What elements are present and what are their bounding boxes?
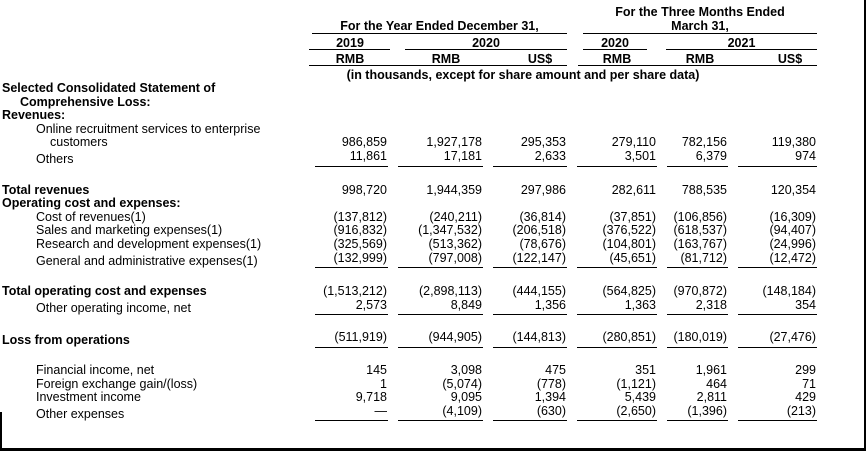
value-cell bbox=[305, 285, 388, 299]
value-cell bbox=[305, 252, 388, 269]
value-cell bbox=[483, 211, 567, 225]
value-cell bbox=[657, 224, 728, 238]
row-label: Revenues: bbox=[2, 109, 66, 123]
value-cell bbox=[305, 96, 388, 110]
value-cell bbox=[657, 331, 728, 348]
value-text: (2,898,113) bbox=[418, 284, 482, 299]
row-right-margin bbox=[817, 331, 866, 348]
year-2020q1-underline bbox=[583, 49, 647, 50]
value-cell bbox=[657, 378, 728, 392]
financial-table bbox=[0, 82, 866, 421]
value-cell bbox=[483, 331, 567, 348]
table-row bbox=[0, 197, 866, 211]
value-text: (144,813) bbox=[493, 331, 567, 348]
value-text: (325,569) bbox=[333, 236, 387, 251]
table-row bbox=[0, 150, 866, 167]
value-text: 351 bbox=[635, 362, 656, 377]
value-cell bbox=[305, 123, 388, 137]
value-text: 998,720 bbox=[341, 182, 387, 197]
table-row bbox=[0, 109, 866, 123]
value-text: — bbox=[315, 405, 388, 422]
value-cell bbox=[388, 285, 483, 299]
value-text: (27,476) bbox=[738, 331, 817, 348]
value-cell bbox=[483, 184, 567, 198]
row-right-margin bbox=[817, 285, 866, 299]
value-cell bbox=[483, 197, 567, 211]
value-cell bbox=[657, 184, 728, 198]
value-text: 1,394 bbox=[534, 390, 566, 405]
value-cell bbox=[728, 299, 817, 316]
value-text: (511,919) bbox=[315, 331, 388, 348]
value-cell bbox=[388, 184, 483, 198]
row-label: Financial income, net bbox=[36, 363, 155, 377]
page-border-left bbox=[0, 412, 2, 451]
value-cell bbox=[483, 299, 567, 316]
row-label: Research and development expenses(1) bbox=[36, 237, 262, 251]
value-text: (1,347,532) bbox=[418, 223, 482, 238]
column-header-year-2020-fy: 2020 bbox=[472, 36, 500, 50]
table-row bbox=[0, 211, 866, 225]
table-row bbox=[0, 123, 866, 137]
value-cell bbox=[657, 252, 728, 269]
value-cell bbox=[483, 109, 567, 123]
value-cell bbox=[728, 197, 817, 211]
value-cell bbox=[567, 364, 657, 378]
value-text: 299 bbox=[795, 362, 816, 377]
column-header-year-2019: 2019 bbox=[336, 36, 364, 50]
value-cell bbox=[567, 184, 657, 198]
row-label: Foreign exchange gain/(loss) bbox=[36, 377, 198, 391]
value-text: 986,859 bbox=[341, 135, 387, 150]
row-label: Others bbox=[36, 151, 74, 166]
value-text: (778) bbox=[536, 376, 566, 391]
value-cell bbox=[657, 123, 728, 137]
value-cell bbox=[567, 331, 657, 348]
table-row bbox=[0, 252, 866, 269]
value-cell bbox=[483, 378, 567, 392]
value-cell bbox=[567, 285, 657, 299]
value-cell bbox=[483, 285, 567, 299]
value-text: (280,851) bbox=[577, 331, 657, 348]
value-text: (94,407) bbox=[769, 223, 816, 238]
value-text: (797,008) bbox=[398, 252, 483, 269]
value-cell bbox=[305, 211, 388, 225]
value-cell bbox=[567, 211, 657, 225]
value-cell bbox=[483, 238, 567, 252]
value-text: (944,905) bbox=[398, 331, 483, 348]
value-text: (81,712) bbox=[667, 252, 728, 269]
table-row bbox=[0, 224, 866, 238]
value-text: 2,633 bbox=[493, 150, 567, 167]
value-cell bbox=[305, 136, 388, 150]
value-cell bbox=[483, 150, 567, 167]
value-cell bbox=[657, 96, 728, 110]
value-cell bbox=[388, 391, 483, 405]
table-row bbox=[0, 238, 866, 252]
value-text: 145 bbox=[366, 362, 387, 377]
row-right-margin bbox=[817, 150, 866, 167]
value-cell bbox=[567, 252, 657, 269]
value-cell bbox=[567, 109, 657, 123]
value-cell bbox=[483, 136, 567, 150]
value-text: (137,812) bbox=[333, 209, 387, 224]
value-cell bbox=[728, 405, 817, 422]
value-text: 297,986 bbox=[520, 182, 566, 197]
value-cell bbox=[483, 123, 567, 137]
value-text: 8,849 bbox=[398, 299, 483, 316]
value-text: 9,718 bbox=[355, 390, 387, 405]
row-label: Operating cost and expenses: bbox=[2, 197, 181, 211]
value-cell bbox=[388, 364, 483, 378]
value-text: 11,861 bbox=[315, 150, 388, 167]
value-cell bbox=[305, 82, 388, 96]
value-cell bbox=[388, 238, 483, 252]
units-note: (in thousands, except for share amount and per share data) bbox=[346, 68, 700, 82]
value-cell bbox=[657, 82, 728, 96]
value-text: 120,354 bbox=[770, 182, 816, 197]
value-text: 5,439 bbox=[624, 390, 656, 405]
value-cell bbox=[305, 391, 388, 405]
table-row bbox=[0, 331, 866, 348]
table-row bbox=[0, 96, 866, 110]
row-label: Total operating cost and expenses bbox=[2, 285, 207, 299]
value-cell bbox=[388, 82, 483, 96]
value-text: (78,676) bbox=[519, 236, 566, 251]
value-text: (630) bbox=[493, 405, 567, 422]
value-text: (36,814) bbox=[519, 209, 566, 224]
value-text: (180,019) bbox=[667, 331, 728, 348]
value-cell bbox=[483, 96, 567, 110]
value-cell bbox=[657, 405, 728, 422]
column-group-title-year-ended: For the Year Ended December 31, bbox=[340, 19, 539, 33]
value-cell bbox=[728, 364, 817, 378]
value-cell bbox=[305, 150, 388, 167]
value-cell bbox=[388, 224, 483, 238]
value-text: 295,353 bbox=[520, 135, 566, 150]
value-text: 464 bbox=[706, 376, 727, 391]
value-text: (970,872) bbox=[673, 284, 727, 299]
value-text: (12,472) bbox=[738, 252, 817, 269]
row-label: Sales and marketing expenses(1) bbox=[36, 224, 223, 238]
column-header-year-2021: 2021 bbox=[727, 36, 756, 50]
value-cell bbox=[728, 224, 817, 238]
value-text: (206,518) bbox=[512, 223, 566, 238]
value-cell bbox=[657, 109, 728, 123]
value-text: (376,522) bbox=[602, 223, 656, 238]
column-group-title-three-months-line2: March 31, bbox=[671, 19, 729, 33]
year-2020fy-underline bbox=[405, 49, 567, 50]
value-text: 782,156 bbox=[681, 135, 727, 150]
value-text: (24,996) bbox=[769, 236, 816, 251]
value-cell bbox=[657, 211, 728, 225]
value-cell bbox=[567, 197, 657, 211]
row-label: customers bbox=[50, 136, 108, 150]
page-border-bottom bbox=[0, 448, 866, 451]
value-cell bbox=[388, 378, 483, 392]
value-cell bbox=[728, 238, 817, 252]
table-row bbox=[0, 136, 866, 150]
row-right-margin bbox=[817, 109, 866, 123]
value-cell bbox=[305, 238, 388, 252]
value-cell bbox=[388, 109, 483, 123]
unit-header-rmb-2020q1: RMB bbox=[602, 52, 632, 66]
value-cell bbox=[728, 378, 817, 392]
value-text: 475 bbox=[545, 362, 566, 377]
value-text: (163,767) bbox=[673, 236, 727, 251]
spacer-row bbox=[0, 315, 866, 331]
value-cell bbox=[567, 82, 657, 96]
value-cell bbox=[483, 391, 567, 405]
row-right-margin bbox=[817, 252, 866, 269]
value-cell bbox=[728, 96, 817, 110]
spacer-row bbox=[0, 268, 866, 285]
value-cell bbox=[388, 136, 483, 150]
value-cell bbox=[388, 252, 483, 269]
value-text: 282,611 bbox=[611, 182, 656, 197]
group1-title-underline bbox=[312, 33, 567, 34]
column-group-title-three-months-line1: For the Three Months Ended bbox=[615, 5, 785, 19]
value-text: (4,109) bbox=[398, 405, 483, 422]
row-right-margin bbox=[817, 96, 866, 110]
row-label: Other expenses bbox=[36, 406, 125, 421]
value-cell bbox=[657, 391, 728, 405]
value-text: (213) bbox=[738, 405, 817, 422]
value-cell bbox=[388, 331, 483, 348]
unit-header-usd-2021q1: US$ bbox=[777, 52, 803, 66]
value-text: 788,535 bbox=[681, 182, 727, 197]
row-right-margin bbox=[817, 405, 866, 422]
value-text: 1 bbox=[380, 376, 387, 391]
value-cell bbox=[657, 238, 728, 252]
value-text: 974 bbox=[738, 150, 817, 167]
table-row bbox=[0, 82, 866, 96]
value-cell bbox=[728, 391, 817, 405]
table-row bbox=[0, 378, 866, 392]
value-cell bbox=[567, 378, 657, 392]
table-row bbox=[0, 285, 866, 299]
row-right-margin bbox=[817, 211, 866, 225]
value-text: (106,856) bbox=[673, 209, 727, 224]
value-cell bbox=[728, 123, 817, 137]
value-cell bbox=[483, 252, 567, 269]
value-cell bbox=[728, 82, 817, 96]
column-header-year-2020-q1: 2020 bbox=[601, 36, 629, 50]
value-text: 354 bbox=[738, 299, 817, 316]
value-cell bbox=[657, 364, 728, 378]
value-text: 1,961 bbox=[695, 362, 727, 377]
value-cell bbox=[657, 136, 728, 150]
value-text: 1,356 bbox=[493, 299, 567, 316]
unit-header-rmb-2020fy: RMB bbox=[431, 52, 461, 66]
value-cell bbox=[388, 299, 483, 316]
value-cell bbox=[567, 96, 657, 110]
value-text: (148,184) bbox=[762, 284, 816, 299]
row-label: Total revenues bbox=[2, 183, 90, 197]
table-row bbox=[0, 299, 866, 316]
value-cell bbox=[657, 197, 728, 211]
row-right-margin bbox=[817, 378, 866, 392]
value-text: (104,801) bbox=[602, 236, 656, 251]
unit-header-rmb-2021q1: RMB bbox=[685, 52, 715, 66]
group2-title-underline bbox=[583, 33, 817, 34]
value-text: 17,181 bbox=[398, 150, 483, 167]
value-cell bbox=[567, 224, 657, 238]
value-text: 3,098 bbox=[450, 362, 482, 377]
value-text: 429 bbox=[795, 390, 816, 405]
table-row bbox=[0, 391, 866, 405]
value-text: (16,309) bbox=[769, 209, 816, 224]
row-label: Cost of revenues(1) bbox=[36, 210, 146, 224]
units-row-underline-group2 bbox=[578, 65, 817, 66]
value-text: (916,832) bbox=[333, 223, 387, 238]
value-cell bbox=[657, 299, 728, 316]
unit-header-usd-2020fy: US$ bbox=[527, 52, 553, 66]
value-text: (444,155) bbox=[512, 284, 566, 299]
value-cell bbox=[567, 391, 657, 405]
table-row bbox=[0, 184, 866, 198]
unit-header-rmb-2019: RMB bbox=[335, 52, 365, 66]
spacer-row bbox=[0, 348, 866, 364]
row-right-margin bbox=[817, 123, 866, 137]
value-text: 1,363 bbox=[577, 299, 657, 316]
row-right-margin bbox=[817, 364, 866, 378]
value-text: (37,851) bbox=[609, 209, 656, 224]
row-label: Investment income bbox=[36, 391, 141, 405]
value-cell bbox=[388, 405, 483, 422]
value-cell bbox=[728, 136, 817, 150]
value-cell bbox=[305, 109, 388, 123]
row-label: Other operating income, net bbox=[36, 300, 191, 315]
value-cell bbox=[483, 405, 567, 422]
value-text: 3,501 bbox=[577, 150, 657, 167]
value-cell bbox=[305, 184, 388, 198]
value-text: 1,927,178 bbox=[426, 135, 482, 150]
value-text: (513,362) bbox=[428, 236, 482, 251]
value-text: (1,121) bbox=[616, 376, 656, 391]
value-text: (1,396) bbox=[667, 405, 728, 422]
value-cell bbox=[657, 285, 728, 299]
row-right-margin bbox=[817, 238, 866, 252]
value-cell bbox=[305, 299, 388, 316]
value-cell bbox=[567, 405, 657, 422]
row-label: Online recruitment services to enterprise bbox=[36, 122, 261, 136]
value-cell bbox=[305, 224, 388, 238]
value-cell bbox=[305, 378, 388, 392]
value-text: 119,380 bbox=[771, 135, 816, 150]
value-cell bbox=[388, 96, 483, 110]
value-cell bbox=[728, 150, 817, 167]
value-cell bbox=[728, 184, 817, 198]
row-label: General and administrative expenses(1) bbox=[36, 253, 258, 268]
value-cell bbox=[483, 224, 567, 238]
value-text: 6,379 bbox=[667, 150, 728, 167]
value-cell bbox=[728, 252, 817, 269]
value-cell bbox=[728, 331, 817, 348]
value-text: (2,650) bbox=[577, 405, 657, 422]
row-right-margin bbox=[817, 299, 866, 316]
row-right-margin bbox=[817, 197, 866, 211]
value-text: (618,537) bbox=[673, 223, 727, 238]
value-cell bbox=[483, 364, 567, 378]
value-cell bbox=[388, 123, 483, 137]
value-cell bbox=[388, 197, 483, 211]
value-cell bbox=[305, 197, 388, 211]
year-2021-underline bbox=[666, 49, 817, 50]
value-text: (132,999) bbox=[315, 252, 388, 269]
value-text: (122,147) bbox=[493, 252, 567, 269]
value-text: (240,211) bbox=[429, 209, 482, 224]
units-row-underline-group1 bbox=[309, 65, 567, 66]
value-cell bbox=[728, 285, 817, 299]
value-cell bbox=[728, 109, 817, 123]
value-cell bbox=[728, 211, 817, 225]
row-right-margin bbox=[817, 136, 866, 150]
value-text: (5,074) bbox=[442, 376, 482, 391]
year-2019-underline bbox=[309, 49, 390, 50]
value-cell bbox=[305, 405, 388, 422]
value-cell bbox=[567, 136, 657, 150]
value-cell bbox=[305, 331, 388, 348]
value-cell bbox=[567, 123, 657, 137]
value-cell bbox=[388, 211, 483, 225]
value-text: 1,944,359 bbox=[426, 182, 482, 197]
value-cell bbox=[567, 299, 657, 316]
row-label: Selected Consolidated Statement of bbox=[2, 82, 216, 95]
value-text: 2,318 bbox=[667, 299, 728, 316]
spacer-row bbox=[0, 167, 866, 184]
row-label: Loss from operations bbox=[2, 333, 130, 348]
value-text: 279,110 bbox=[611, 135, 656, 150]
value-cell bbox=[657, 150, 728, 167]
value-text: (564,825) bbox=[602, 284, 656, 299]
row-right-margin bbox=[817, 184, 866, 198]
value-text: (1,513,212) bbox=[323, 284, 387, 299]
value-text: 9,095 bbox=[450, 390, 482, 405]
value-cell bbox=[305, 364, 388, 378]
row-right-margin bbox=[817, 224, 866, 238]
value-text: 2,573 bbox=[315, 299, 388, 316]
row-right-margin bbox=[817, 82, 866, 96]
table-row bbox=[0, 405, 866, 422]
value-text: 71 bbox=[802, 376, 816, 391]
value-cell bbox=[483, 82, 567, 96]
value-cell bbox=[567, 150, 657, 167]
table-row bbox=[0, 364, 866, 378]
value-text: (45,651) bbox=[577, 252, 657, 269]
value-cell bbox=[388, 150, 483, 167]
value-cell bbox=[567, 238, 657, 252]
row-label: Comprehensive Loss: bbox=[20, 95, 151, 109]
row-right-margin bbox=[817, 391, 866, 405]
value-text: 2,811 bbox=[696, 390, 727, 405]
